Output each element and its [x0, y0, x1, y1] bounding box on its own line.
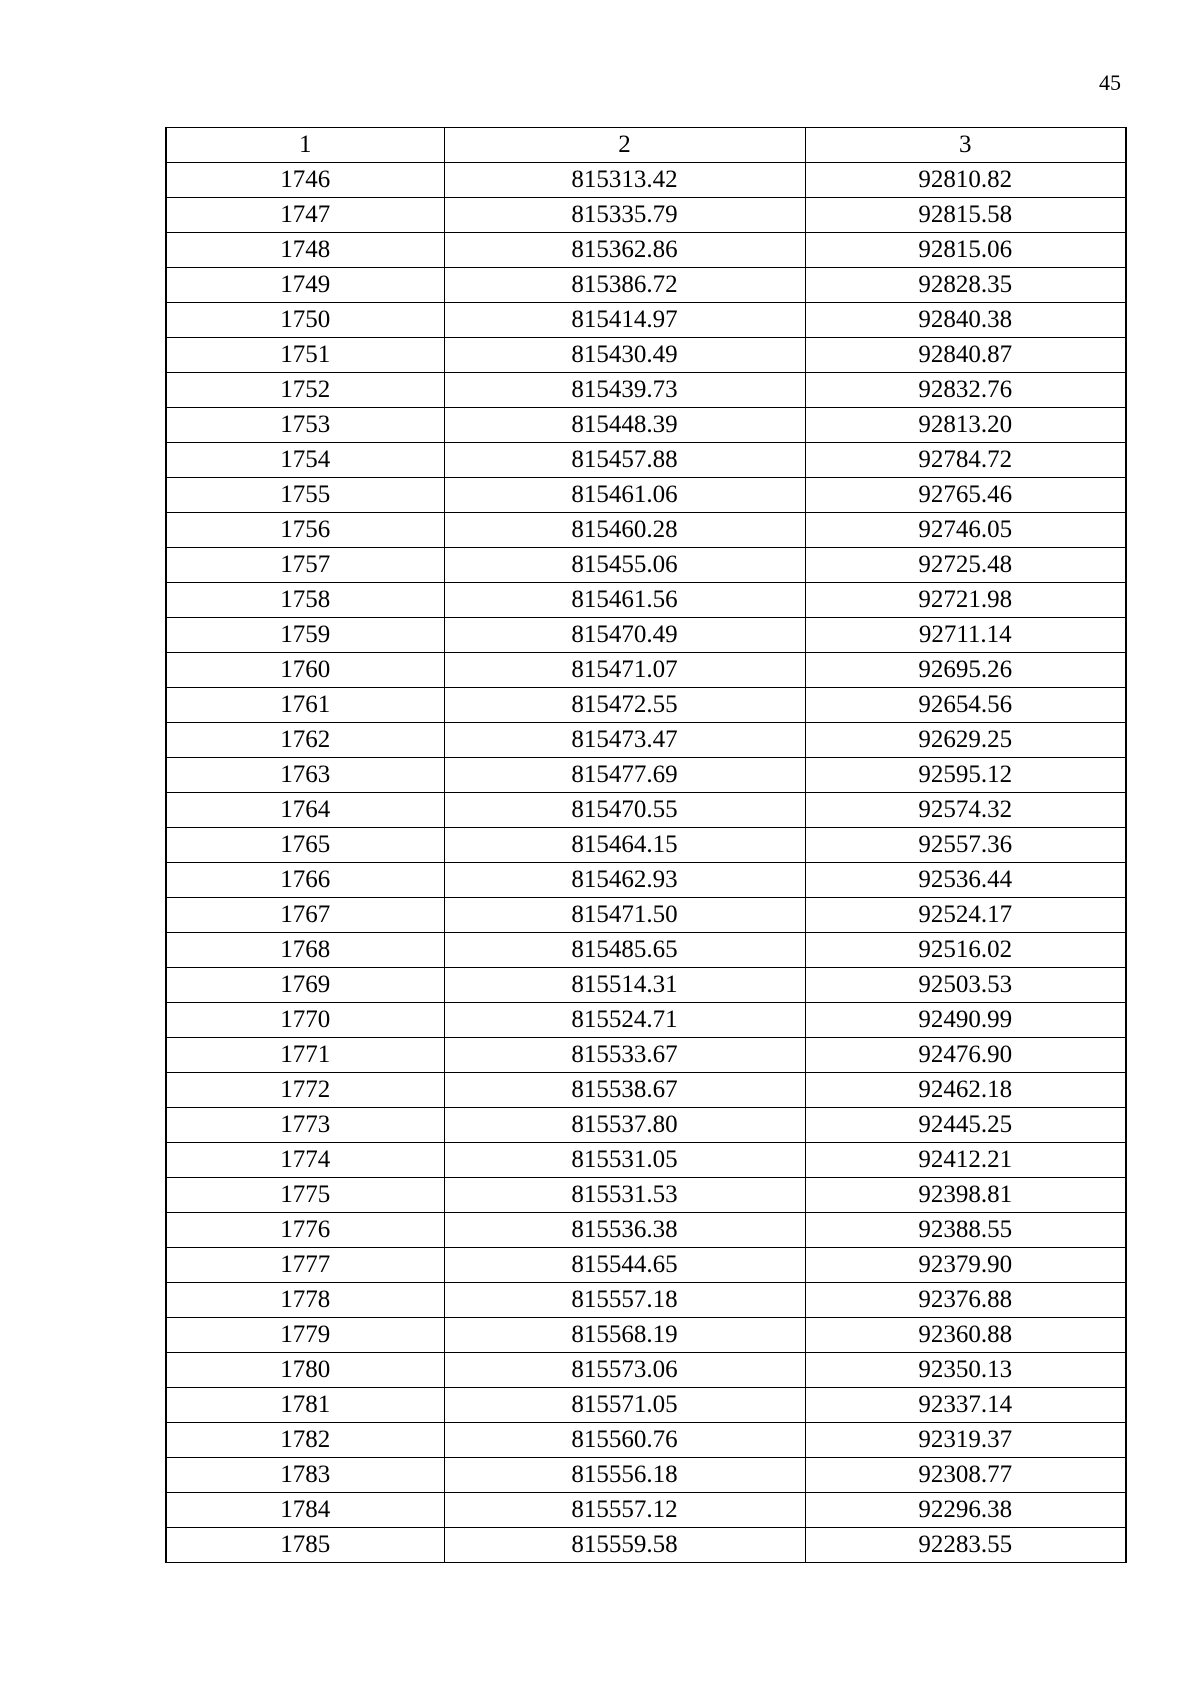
table-row — [166, 898, 1126, 933]
y-coordinate-cell: 92296.38 — [805, 1493, 1126, 1528]
y-coordinate-cell: 92524.17 — [805, 898, 1126, 933]
y-coordinate-cell: 92283.55 — [805, 1528, 1126, 1563]
table-row — [166, 1353, 1126, 1388]
point-number-cell: 1760 — [166, 653, 444, 688]
point-number-cell: 1772 — [166, 1073, 444, 1108]
point-number-cell: 1780 — [166, 1353, 444, 1388]
point-number-cell: 1774 — [166, 1143, 444, 1178]
point-number-cell: 1766 — [166, 863, 444, 898]
table-row — [166, 513, 1126, 548]
y-coordinate-cell: 92810.82 — [805, 163, 1126, 198]
x-coordinate-cell: 815414.97 — [444, 303, 805, 338]
x-coordinate-cell: 815313.42 — [444, 163, 805, 198]
x-coordinate-cell: 815531.05 — [444, 1143, 805, 1178]
y-coordinate-cell: 92815.06 — [805, 233, 1126, 268]
x-coordinate-cell: 815455.06 — [444, 548, 805, 583]
header-row — [166, 128, 1126, 163]
point-number-cell: 1761 — [166, 688, 444, 723]
y-coordinate-cell: 92462.18 — [805, 1073, 1126, 1108]
x-coordinate-cell: 815485.65 — [444, 933, 805, 968]
table-row — [166, 1248, 1126, 1283]
table-row — [166, 233, 1126, 268]
x-coordinate-cell: 815470.49 — [444, 618, 805, 653]
x-coordinate-cell: 815557.18 — [444, 1283, 805, 1318]
x-coordinate-cell: 815448.39 — [444, 408, 805, 443]
point-number-cell: 1763 — [166, 758, 444, 793]
table-row — [166, 1283, 1126, 1318]
table-row — [166, 548, 1126, 583]
x-coordinate-cell: 815556.18 — [444, 1458, 805, 1493]
y-coordinate-cell: 92721.98 — [805, 583, 1126, 618]
x-coordinate-cell: 815533.67 — [444, 1038, 805, 1073]
column-header-2: 2 — [444, 128, 805, 163]
table-row — [166, 1003, 1126, 1038]
y-coordinate-cell: 92557.36 — [805, 828, 1126, 863]
x-coordinate-cell: 815573.06 — [444, 1353, 805, 1388]
y-coordinate-cell: 92398.81 — [805, 1178, 1126, 1213]
x-coordinate-cell: 815471.50 — [444, 898, 805, 933]
table-row — [166, 863, 1126, 898]
y-coordinate-cell: 92376.88 — [805, 1283, 1126, 1318]
column-header-1: 1 — [166, 128, 444, 163]
y-coordinate-cell: 92490.99 — [805, 1003, 1126, 1038]
x-coordinate-cell: 815560.76 — [444, 1423, 805, 1458]
table-header — [166, 128, 1126, 163]
x-coordinate-cell: 815537.80 — [444, 1108, 805, 1143]
table-row — [166, 408, 1126, 443]
x-coordinate-cell: 815472.55 — [444, 688, 805, 723]
x-coordinate-cell: 815335.79 — [444, 198, 805, 233]
point-number-cell: 1775 — [166, 1178, 444, 1213]
table-row — [166, 1458, 1126, 1493]
table-row — [166, 373, 1126, 408]
table-row — [166, 1038, 1126, 1073]
x-coordinate-cell: 815536.38 — [444, 1213, 805, 1248]
table-row — [166, 1073, 1126, 1108]
y-coordinate-cell: 92784.72 — [805, 443, 1126, 478]
y-coordinate-cell: 92813.20 — [805, 408, 1126, 443]
x-coordinate-cell: 815514.31 — [444, 968, 805, 1003]
y-coordinate-cell: 92476.90 — [805, 1038, 1126, 1073]
table-row — [166, 268, 1126, 303]
y-coordinate-cell: 92828.35 — [805, 268, 1126, 303]
table-body — [166, 163, 1126, 1563]
table-row — [166, 338, 1126, 373]
table-row — [166, 758, 1126, 793]
y-coordinate-cell: 92412.21 — [805, 1143, 1126, 1178]
table-row — [166, 933, 1126, 968]
y-coordinate-cell: 92832.76 — [805, 373, 1126, 408]
x-coordinate-cell: 815430.49 — [444, 338, 805, 373]
x-coordinate-cell: 815464.15 — [444, 828, 805, 863]
point-number-cell: 1752 — [166, 373, 444, 408]
table-row — [166, 163, 1126, 198]
y-coordinate-cell: 92308.77 — [805, 1458, 1126, 1493]
point-number-cell: 1747 — [166, 198, 444, 233]
column-header-3: 3 — [805, 128, 1126, 163]
point-number-cell: 1764 — [166, 793, 444, 828]
point-number-cell: 1748 — [166, 233, 444, 268]
x-coordinate-cell: 815531.53 — [444, 1178, 805, 1213]
y-coordinate-cell: 92536.44 — [805, 863, 1126, 898]
table-row — [166, 1528, 1126, 1563]
x-coordinate-cell: 815473.47 — [444, 723, 805, 758]
table-row — [166, 443, 1126, 478]
point-number-cell: 1755 — [166, 478, 444, 513]
table-row — [166, 688, 1126, 723]
table-row — [166, 198, 1126, 233]
point-number-cell: 1782 — [166, 1423, 444, 1458]
coordinates-table — [165, 127, 1127, 1563]
table-row — [166, 968, 1126, 1003]
table-row — [166, 828, 1126, 863]
x-coordinate-cell: 815457.88 — [444, 443, 805, 478]
x-coordinate-cell: 815386.72 — [444, 268, 805, 303]
y-coordinate-cell: 92695.26 — [805, 653, 1126, 688]
point-number-cell: 1767 — [166, 898, 444, 933]
table-row — [166, 618, 1126, 653]
y-coordinate-cell: 92445.25 — [805, 1108, 1126, 1143]
table-row — [166, 793, 1126, 828]
y-coordinate-cell: 92360.88 — [805, 1318, 1126, 1353]
point-number-cell: 1771 — [166, 1038, 444, 1073]
x-coordinate-cell: 815544.65 — [444, 1248, 805, 1283]
point-number-cell: 1753 — [166, 408, 444, 443]
table-row — [166, 653, 1126, 688]
x-coordinate-cell: 815559.58 — [444, 1528, 805, 1563]
y-coordinate-cell: 92388.55 — [805, 1213, 1126, 1248]
point-number-cell: 1757 — [166, 548, 444, 583]
point-number-cell: 1770 — [166, 1003, 444, 1038]
y-coordinate-cell: 92337.14 — [805, 1388, 1126, 1423]
y-coordinate-cell: 92711.14 — [805, 618, 1126, 653]
x-coordinate-cell: 815568.19 — [444, 1318, 805, 1353]
table-row — [166, 1493, 1126, 1528]
table-row — [166, 1143, 1126, 1178]
table-row — [166, 1108, 1126, 1143]
point-number-cell: 1756 — [166, 513, 444, 548]
point-number-cell: 1781 — [166, 1388, 444, 1423]
y-coordinate-cell: 92725.48 — [805, 548, 1126, 583]
point-number-cell: 1773 — [166, 1108, 444, 1143]
x-coordinate-cell: 815470.55 — [444, 793, 805, 828]
x-coordinate-cell: 815461.56 — [444, 583, 805, 618]
table-row — [166, 303, 1126, 338]
point-number-cell: 1759 — [166, 618, 444, 653]
page-number: 45 — [1099, 70, 1121, 95]
y-coordinate-cell: 92379.90 — [805, 1248, 1126, 1283]
point-number-cell: 1778 — [166, 1283, 444, 1318]
y-coordinate-cell: 92746.05 — [805, 513, 1126, 548]
point-number-cell: 1785 — [166, 1528, 444, 1563]
y-coordinate-cell: 92319.37 — [805, 1423, 1126, 1458]
y-coordinate-cell: 92595.12 — [805, 758, 1126, 793]
point-number-cell: 1754 — [166, 443, 444, 478]
table-row — [166, 583, 1126, 618]
x-coordinate-cell: 815538.67 — [444, 1073, 805, 1108]
y-coordinate-cell: 92574.32 — [805, 793, 1126, 828]
y-coordinate-cell: 92840.87 — [805, 338, 1126, 373]
x-coordinate-cell: 815461.06 — [444, 478, 805, 513]
point-number-cell: 1751 — [166, 338, 444, 373]
point-number-cell: 1784 — [166, 1493, 444, 1528]
point-number-cell: 1769 — [166, 968, 444, 1003]
x-coordinate-cell: 815460.28 — [444, 513, 805, 548]
point-number-cell: 1765 — [166, 828, 444, 863]
y-coordinate-cell: 92350.13 — [805, 1353, 1126, 1388]
y-coordinate-cell: 92629.25 — [805, 723, 1126, 758]
y-coordinate-cell: 92840.38 — [805, 303, 1126, 338]
y-coordinate-cell: 92815.58 — [805, 198, 1126, 233]
point-number-cell: 1758 — [166, 583, 444, 618]
x-coordinate-cell: 815477.69 — [444, 758, 805, 793]
x-coordinate-cell: 815524.71 — [444, 1003, 805, 1038]
table-row — [166, 1178, 1126, 1213]
point-number-cell: 1777 — [166, 1248, 444, 1283]
point-number-cell: 1746 — [166, 163, 444, 198]
y-coordinate-cell: 92503.53 — [805, 968, 1126, 1003]
table-row — [166, 1388, 1126, 1423]
point-number-cell: 1749 — [166, 268, 444, 303]
y-coordinate-cell: 92516.02 — [805, 933, 1126, 968]
y-coordinate-cell: 92765.46 — [805, 478, 1126, 513]
point-number-cell: 1776 — [166, 1213, 444, 1248]
x-coordinate-cell: 815571.05 — [444, 1388, 805, 1423]
x-coordinate-cell: 815471.07 — [444, 653, 805, 688]
y-coordinate-cell: 92654.56 — [805, 688, 1126, 723]
point-number-cell: 1768 — [166, 933, 444, 968]
table-row — [166, 478, 1126, 513]
x-coordinate-cell: 815439.73 — [444, 373, 805, 408]
x-coordinate-cell: 815462.93 — [444, 863, 805, 898]
point-number-cell: 1750 — [166, 303, 444, 338]
point-number-cell: 1779 — [166, 1318, 444, 1353]
x-coordinate-cell: 815557.12 — [444, 1493, 805, 1528]
table-row — [166, 1318, 1126, 1353]
x-coordinate-cell: 815362.86 — [444, 233, 805, 268]
point-number-cell: 1762 — [166, 723, 444, 758]
table-row — [166, 1423, 1126, 1458]
table-row — [166, 723, 1126, 758]
point-number-cell: 1783 — [166, 1458, 444, 1493]
table-row — [166, 1213, 1126, 1248]
